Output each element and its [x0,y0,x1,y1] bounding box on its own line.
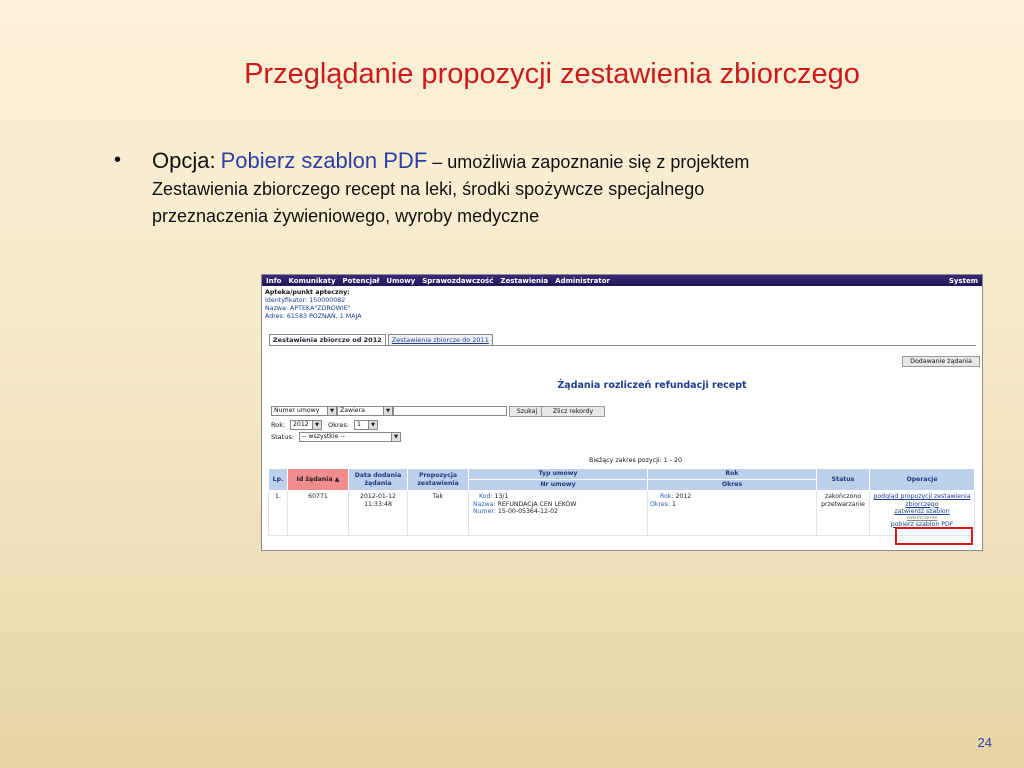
col-operations: Operacje [870,469,975,491]
menu-item-sprawozdawczosc[interactable]: Sprawozdawczość [422,276,494,285]
kod-value: 13/1 [494,493,509,500]
col-period: Okres [648,480,817,491]
option-value: Pobierz szablon PDF [220,148,428,173]
status-value: -- wszystkie -- [302,433,345,440]
filter-field-select[interactable] [271,406,337,416]
cell-lp: 1. [269,491,288,536]
okres-label: Okres: [650,500,670,508]
chevron-down-icon: ▼ [327,407,336,415]
tab-od-2012[interactable]: Zestawienia zbiorcze od 2012 [269,334,386,346]
menu-item-system[interactable]: System [948,276,978,285]
sort-asc-icon: ▲ [334,475,340,483]
tab-divider [269,345,976,346]
col-year: Rok [648,469,817,480]
year-label: Rok: [271,421,286,429]
search-input[interactable] [393,406,507,416]
tab-do-2011[interactable]: Zestawienia zbiorcze do 2011 [388,334,493,346]
menu-item-info[interactable]: Info [266,276,282,285]
slide-number: 24 [977,735,992,750]
menu-item-zestawienia[interactable]: Zestawienia [500,276,549,285]
chevron-down-icon: ▼ [312,421,321,429]
okres-value: 1 [671,500,676,508]
cell-date [349,491,408,536]
count-records-button[interactable]: Zlicz rekordy [541,406,605,417]
period-label: Okres: [328,421,349,429]
nazwa-label: Nazwa: [473,500,496,508]
status-select[interactable] [299,432,401,442]
menu-item-umowy[interactable]: Umowy [386,276,416,285]
col-date: Data dodania żądania [349,469,408,491]
option-label: Opcja: [152,148,216,173]
table-row [269,491,975,536]
range-info: Bieżący zakres pozycji: 1 - 20 [589,457,682,464]
col-contract-type: Typ umowy [469,469,648,480]
pharmacy-address: Adres: 61583 POZNAŃ, 1 MAJA [265,313,362,320]
option-desc-2: Zestawienia zbiorczego recept na leki, środki spożywcze specjalnego [152,179,705,199]
slide-title: Przeglądanie propozycji zestawienia zbiorczego [244,58,860,90]
chevron-down-icon: ▼ [383,407,392,415]
col-id-label: Id żądania [296,475,333,483]
requests-table [268,468,975,536]
filter-field-value: Numer umowy [274,407,320,414]
filter-operator-select[interactable] [337,406,393,416]
year-select[interactable] [290,420,322,430]
nazwa-value: REFUNDACJA CEN LEKÓW [497,500,577,508]
col-proposal: Propozycja zestawienia [408,469,469,491]
cell-year-period [648,491,817,536]
bullet-point [114,147,938,230]
highlight-box [895,527,973,545]
chevron-down-icon: ▼ [368,421,377,429]
menu-item-komunikaty[interactable]: Komunikaty [288,276,336,285]
option-desc-1: – umożliwia zapoznanie się z projektem [427,152,750,172]
preview-proposal-link[interactable]: podgląd propozycji zestawienia zbiorczego [873,493,971,508]
year-value: 2012 [293,421,309,428]
col-lp: Lp. [269,469,288,491]
chevron-down-icon: ▼ [391,433,400,441]
add-request-button[interactable]: Dodawanie żądania [902,356,980,367]
bullet-dot: • [114,149,122,171]
cell-status: zakończono przetwarzanie [817,491,870,536]
period-value: 1 [357,421,361,428]
numer-value: 15-00-05364-12-02 [497,508,558,515]
menu-item-potencjal[interactable]: Potencjał [342,276,380,285]
finish-link[interactable]: zakończenie [906,514,938,521]
download-pdf-template-link[interactable]: pobierz szablon PDF [890,520,954,528]
numer-label: Numer: [473,508,496,515]
approve-template-link[interactable]: zatwierdź szablon [894,508,950,515]
rok-label: Rok: [660,493,674,500]
status-label: Status: [271,433,294,441]
search-button[interactable]: Szukaj [509,406,545,417]
cell-date-day: 2012-01-12 [360,493,396,500]
menu-bar [262,275,982,286]
pharmacy-id: Identyfikator: 150000082 [265,297,346,304]
cell-id: 60771 [288,491,349,536]
page-heading: Żądania rozliczeń refundacji recept [557,380,747,391]
menu-item-administrator[interactable]: Administrator [555,276,610,285]
cell-date-time: 11:33:48 [364,500,392,508]
rok-value: 2012 [675,493,692,500]
pharmacy-name: Nazwa: APTEKA"ZDROWIE" [265,305,351,312]
pharmacy-title: Apteka/punkt apteczny: [265,289,350,296]
app-screenshot [261,274,983,551]
filter-operator-value: Zawiera [340,407,365,414]
pharmacy-info [262,286,982,321]
col-contract-no: Nr umowy [469,480,648,491]
option-desc-3: przeznaczenia żywieniowego, wyroby medyczne [152,206,540,226]
cell-contract [469,491,648,536]
col-id[interactable] [288,469,349,491]
kod-label: Kod: [479,493,493,500]
cell-proposal: Tak [408,491,469,536]
period-select[interactable] [354,420,378,430]
col-status: Status [817,469,870,491]
